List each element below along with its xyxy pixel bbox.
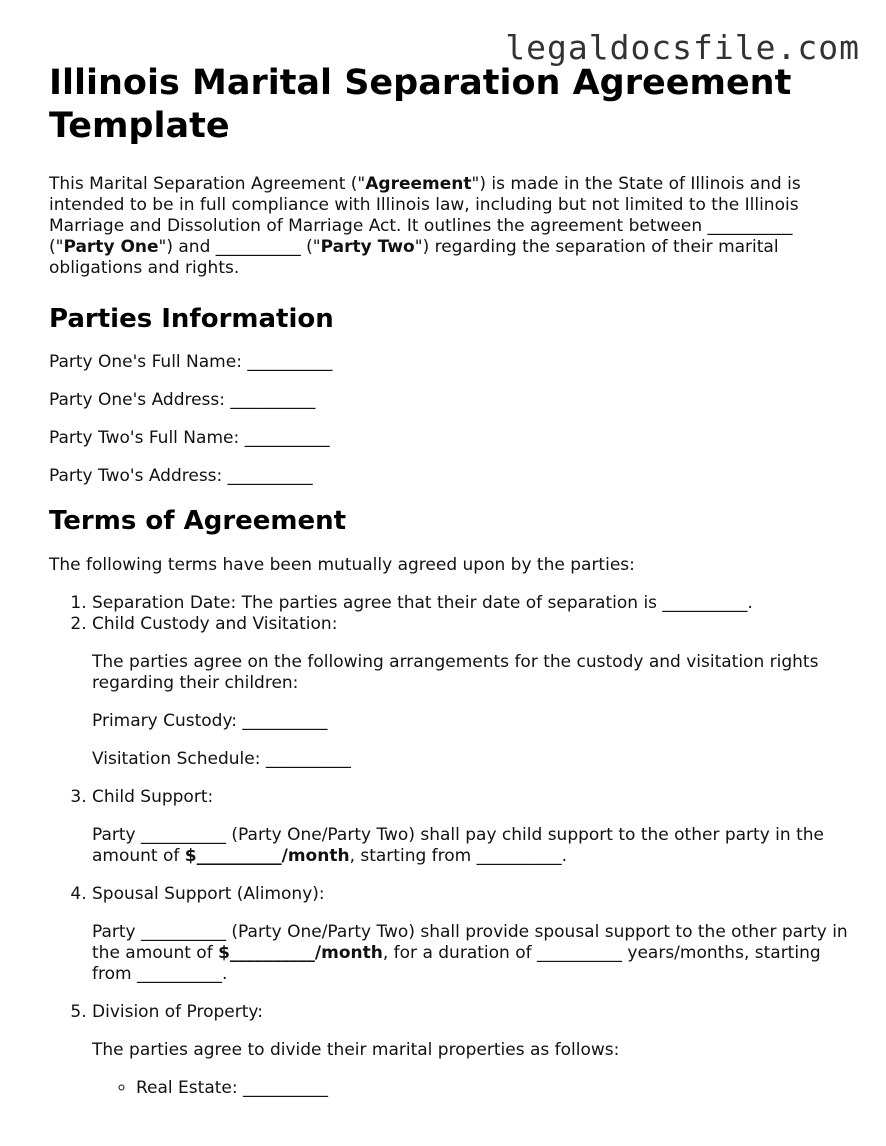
- intro-text-3: ") and __________ (": [158, 237, 321, 257]
- term-3-desc: [92, 825, 849, 867]
- visitation-schedule-field: Visitation Schedule: __________: [92, 749, 351, 769]
- party-two-name-field: Party Two's Full Name: __________: [49, 428, 330, 448]
- intro-text-1: This Marital Separation Agreement (": [49, 174, 366, 194]
- property-list: [92, 1078, 849, 1099]
- term-1-text: Separation Date: The parties agree that their date of separation is __________.: [92, 593, 753, 613]
- term-3-text-1: Party __________ (Party One/Party Two) shall pay child support to the other party in the amount of: [92, 825, 824, 866]
- term-4-text-1: Party __________ (Party One/Party Two) shall provide spousal support to the other party in the amount of: [92, 922, 848, 963]
- party-one-address-field: Party One's Address: __________: [49, 390, 316, 410]
- intro-bold-party-two: Party Two: [320, 237, 415, 257]
- intro-paragraph: [49, 174, 849, 279]
- term-child-custody: [92, 614, 849, 770]
- primary-custody-field: Primary Custody: __________: [92, 711, 328, 731]
- intro-bold-agreement: Agreement: [365, 174, 472, 194]
- terms-list: [49, 593, 849, 1099]
- term-3-amount: $__________/month: [184, 846, 350, 866]
- term-5-title: Division of Property:: [92, 1002, 263, 1022]
- document-body: [49, 62, 849, 1099]
- term-3-text-2: , starting from __________.: [349, 846, 568, 866]
- terms-heading: Terms of Agreement: [49, 506, 347, 536]
- term-4-title: Spousal Support (Alimony):: [92, 884, 325, 904]
- intro-text-2: ") is made in the State of Illinois and is intended to be in full compliance with Illinois law, including but not limited to the Illinois Marriage and Dissolution of Marriage Act. It outlines the agreement between __________ (": [49, 174, 801, 257]
- real-estate-field: ◦ Real Estate: __________: [136, 1078, 849, 1099]
- terms-intro: The following terms have been mutually agreed upon by the parties:: [49, 555, 635, 575]
- watermark-logo: legaldocsfile.com: [505, 28, 860, 67]
- document-title: Illinois Marital Separation Agreement Template: [49, 63, 792, 146]
- term-2-title: Child Custody and Visitation:: [92, 614, 338, 634]
- term-4-text-2: , for a duration of __________ years/months, starting from __________.: [92, 943, 821, 984]
- term-spousal-support: [92, 884, 849, 985]
- parties-fields: [49, 352, 849, 487]
- intro-text-4: ") regarding the separation of their marital obligations and rights.: [49, 237, 779, 278]
- term-separation-date: [92, 593, 849, 614]
- term-3-title: Child Support:: [92, 787, 214, 807]
- term-4-desc: [92, 922, 849, 985]
- parties-heading: Parties Information: [49, 304, 334, 334]
- term-child-support: [92, 787, 849, 867]
- intro-bold-party-one: Party One: [63, 237, 159, 257]
- term-4-amount: $__________/month: [218, 943, 383, 963]
- term-2-desc: The parties agree on the following arrangements for the custody and visitation rights regarding their children:: [92, 652, 819, 693]
- party-one-name-field: Party One's Full Name: __________: [49, 352, 333, 372]
- term-5-desc: The parties agree to divide their marital properties as follows:: [92, 1040, 620, 1060]
- party-two-address-field: Party Two's Address: __________: [49, 466, 313, 486]
- term-division-property: [92, 1002, 849, 1099]
